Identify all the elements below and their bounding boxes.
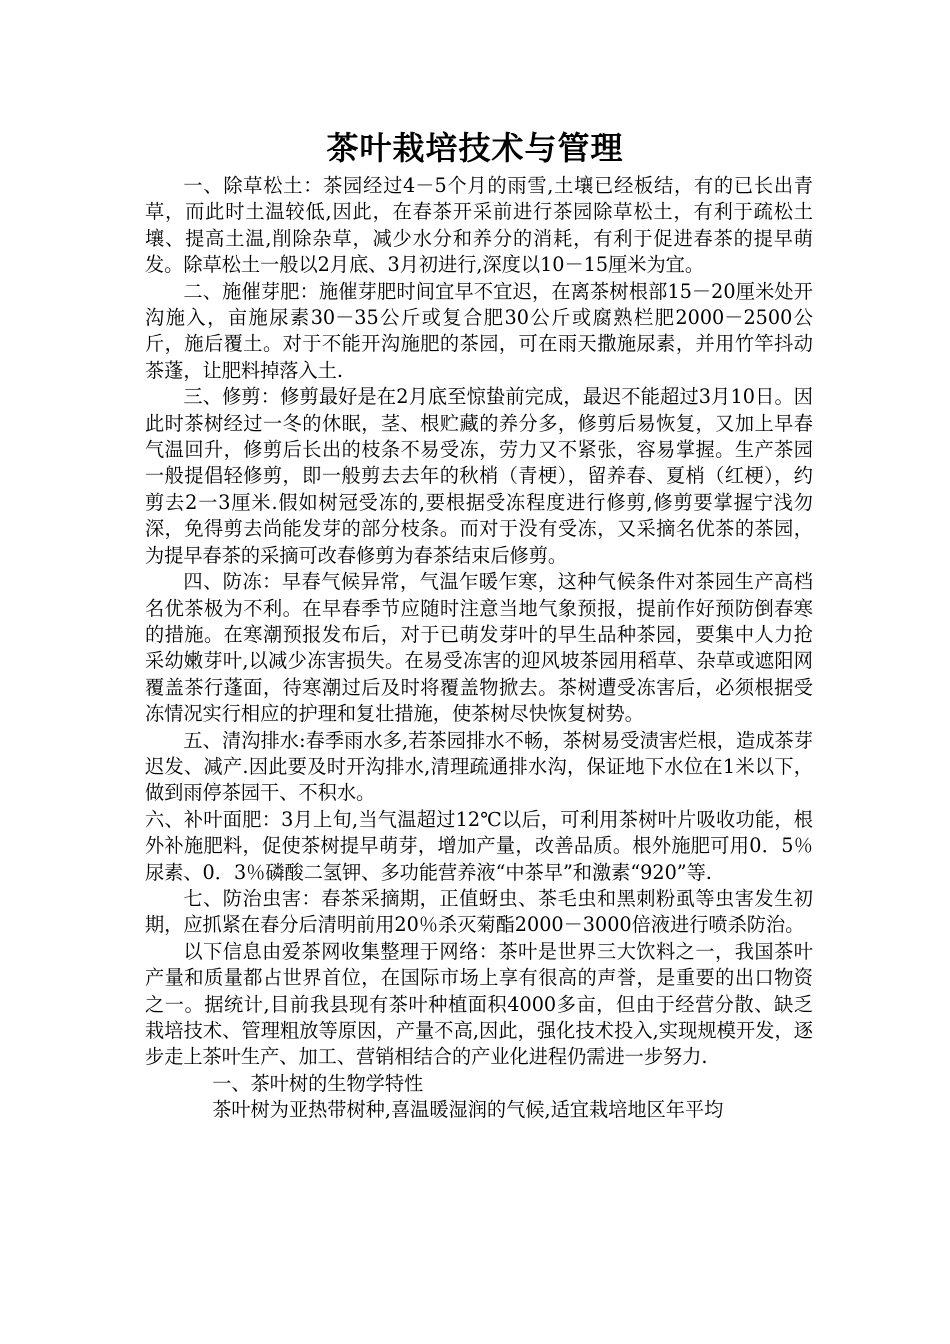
paragraph-biology: 茶叶树为亚热带树种,喜温暖湿润的气候,适宜栽培地区年平均 [212, 1098, 724, 1122]
paragraph-intro: 以下信息由爱茶网收集整理于网络：茶叶是世界三大饮料之一，我国茶叶产量和质量都占世界首位，在国际市场上享有很高的声誉，是重要的出口物资之一。据统计,目前我县现有茶叶种植面积4000多亩，但由于经营分散、缺乏栽培技术、管理粗放等原因，产量不高,因此，强化技术投入,实现规模开发，逐步走上茶叶生产、加工、营销相结合的产业化进程仍需进一步努力. [145, 939, 813, 1069]
paragraph-fertilizer: 二、施催芽肥：施催芽肥时间宜早不宜迟，在离茶树根部15－20厘米处开沟施入，亩施尿素30－35公斤或复合肥30公斤或腐熟栏肥2000－2500公斤，施后覆土。对于不能开沟施肥的茶园，可在雨天撒施尿素，并用竹竿抖动茶蓬，让肥料掉落入土. [145, 279, 813, 382]
document-title: 茶叶栽培技术与管理 [326, 129, 624, 167]
section-heading-biology: 一、茶叶树的生物学特性 [212, 1071, 424, 1095]
paragraph-foliar-fertilizer: 六、补叶面肥：3月上旬,当气温超过12℃以后，可利用茶树叶片吸收功能，根外补施肥料，促使茶树提早萌芽，增加产量，改善品质。根外施肥可用0．5％尿素、0．3％磷酸二氢钾、多功能营养液“中茶早”和激素“920”等. [145, 807, 813, 884]
document-body [145, 173, 813, 1124]
paragraph-frost-protection: 四、防冻：早春气候异常，气温乍暖乍寒，这种气候条件对茶园生产高档名优茶极为不利。在早春季节应随时注意当地气象预报，提前作好预防倒春寒的措施。在寒潮预报发布后，对于已萌发芽叶的早生品种茶园，要集中人力抢采幼嫩芽叶,以减少冻害损失。在易受冻害的迎风坡茶园用稻草、杂草或遮阳网覆盖茶行蓬面，待寒潮过后及时将覆盖物掀去。茶树遭受冻害后，必须根据受冻情况实行相应的护理和复壮措施，使茶树尽快恢复树势。 [145, 570, 813, 726]
paragraph-weeding: 一、除草松土：茶园经过4－5个月的雨雪,土壤已经板结，有的已长出青草，而此时土温较低,因此，在春茶开采前进行茶园除草松土，有利于疏松土壤、提高土温,削除杂草，减少水分和养分的消耗，有利于促进春茶的提早萌发。除草松土一般以2月底、3月初进行,深度以10－15厘米为宜。 [145, 174, 813, 277]
paragraph-pest-control: 七、防治虫害：春茶采摘期，正值蚜虫、茶毛虫和黑刺粉虱等虫害发生初期，应抓紧在春分后清明前用20％杀灭菊酯2000－3000倍液进行喷杀防治。 [145, 886, 813, 937]
paragraph-drainage: 五、清沟排水:春季雨水多,若茶园排水不畅，茶树易受渍害烂根，造成茶芽迟发、减产.因此要及时开沟排水,清理疏通排水沟，保证地下水位在1米以下，做到雨停茶园干、不积水。 [145, 728, 813, 805]
paragraph-pruning: 三、修剪：修剪最好是在2月底至惊蛰前完成，最迟不能超过3月10日。因此时茶树经过一冬的休眠，茎、根贮藏的养分多，修剪后易恢复，又加上早春气温回升，修剪后长出的枝条不易受冻，劳力又不紧张，容易掌握。生产茶园一般提倡轻修剪，即一般剪去去年的秋梢（青梗），留养春、夏梢（红梗），约剪去2一3厘米.假如树冠受冻的,要根据受冻程度进行修剪,修剪要掌握宁浅勿深，免得剪去尚能发芽的部分枝条。而对于没有受冻，又采摘名优茶的茶园，为提早春茶的采摘可改春修剪为春茶结束后修剪。 [145, 385, 813, 567]
